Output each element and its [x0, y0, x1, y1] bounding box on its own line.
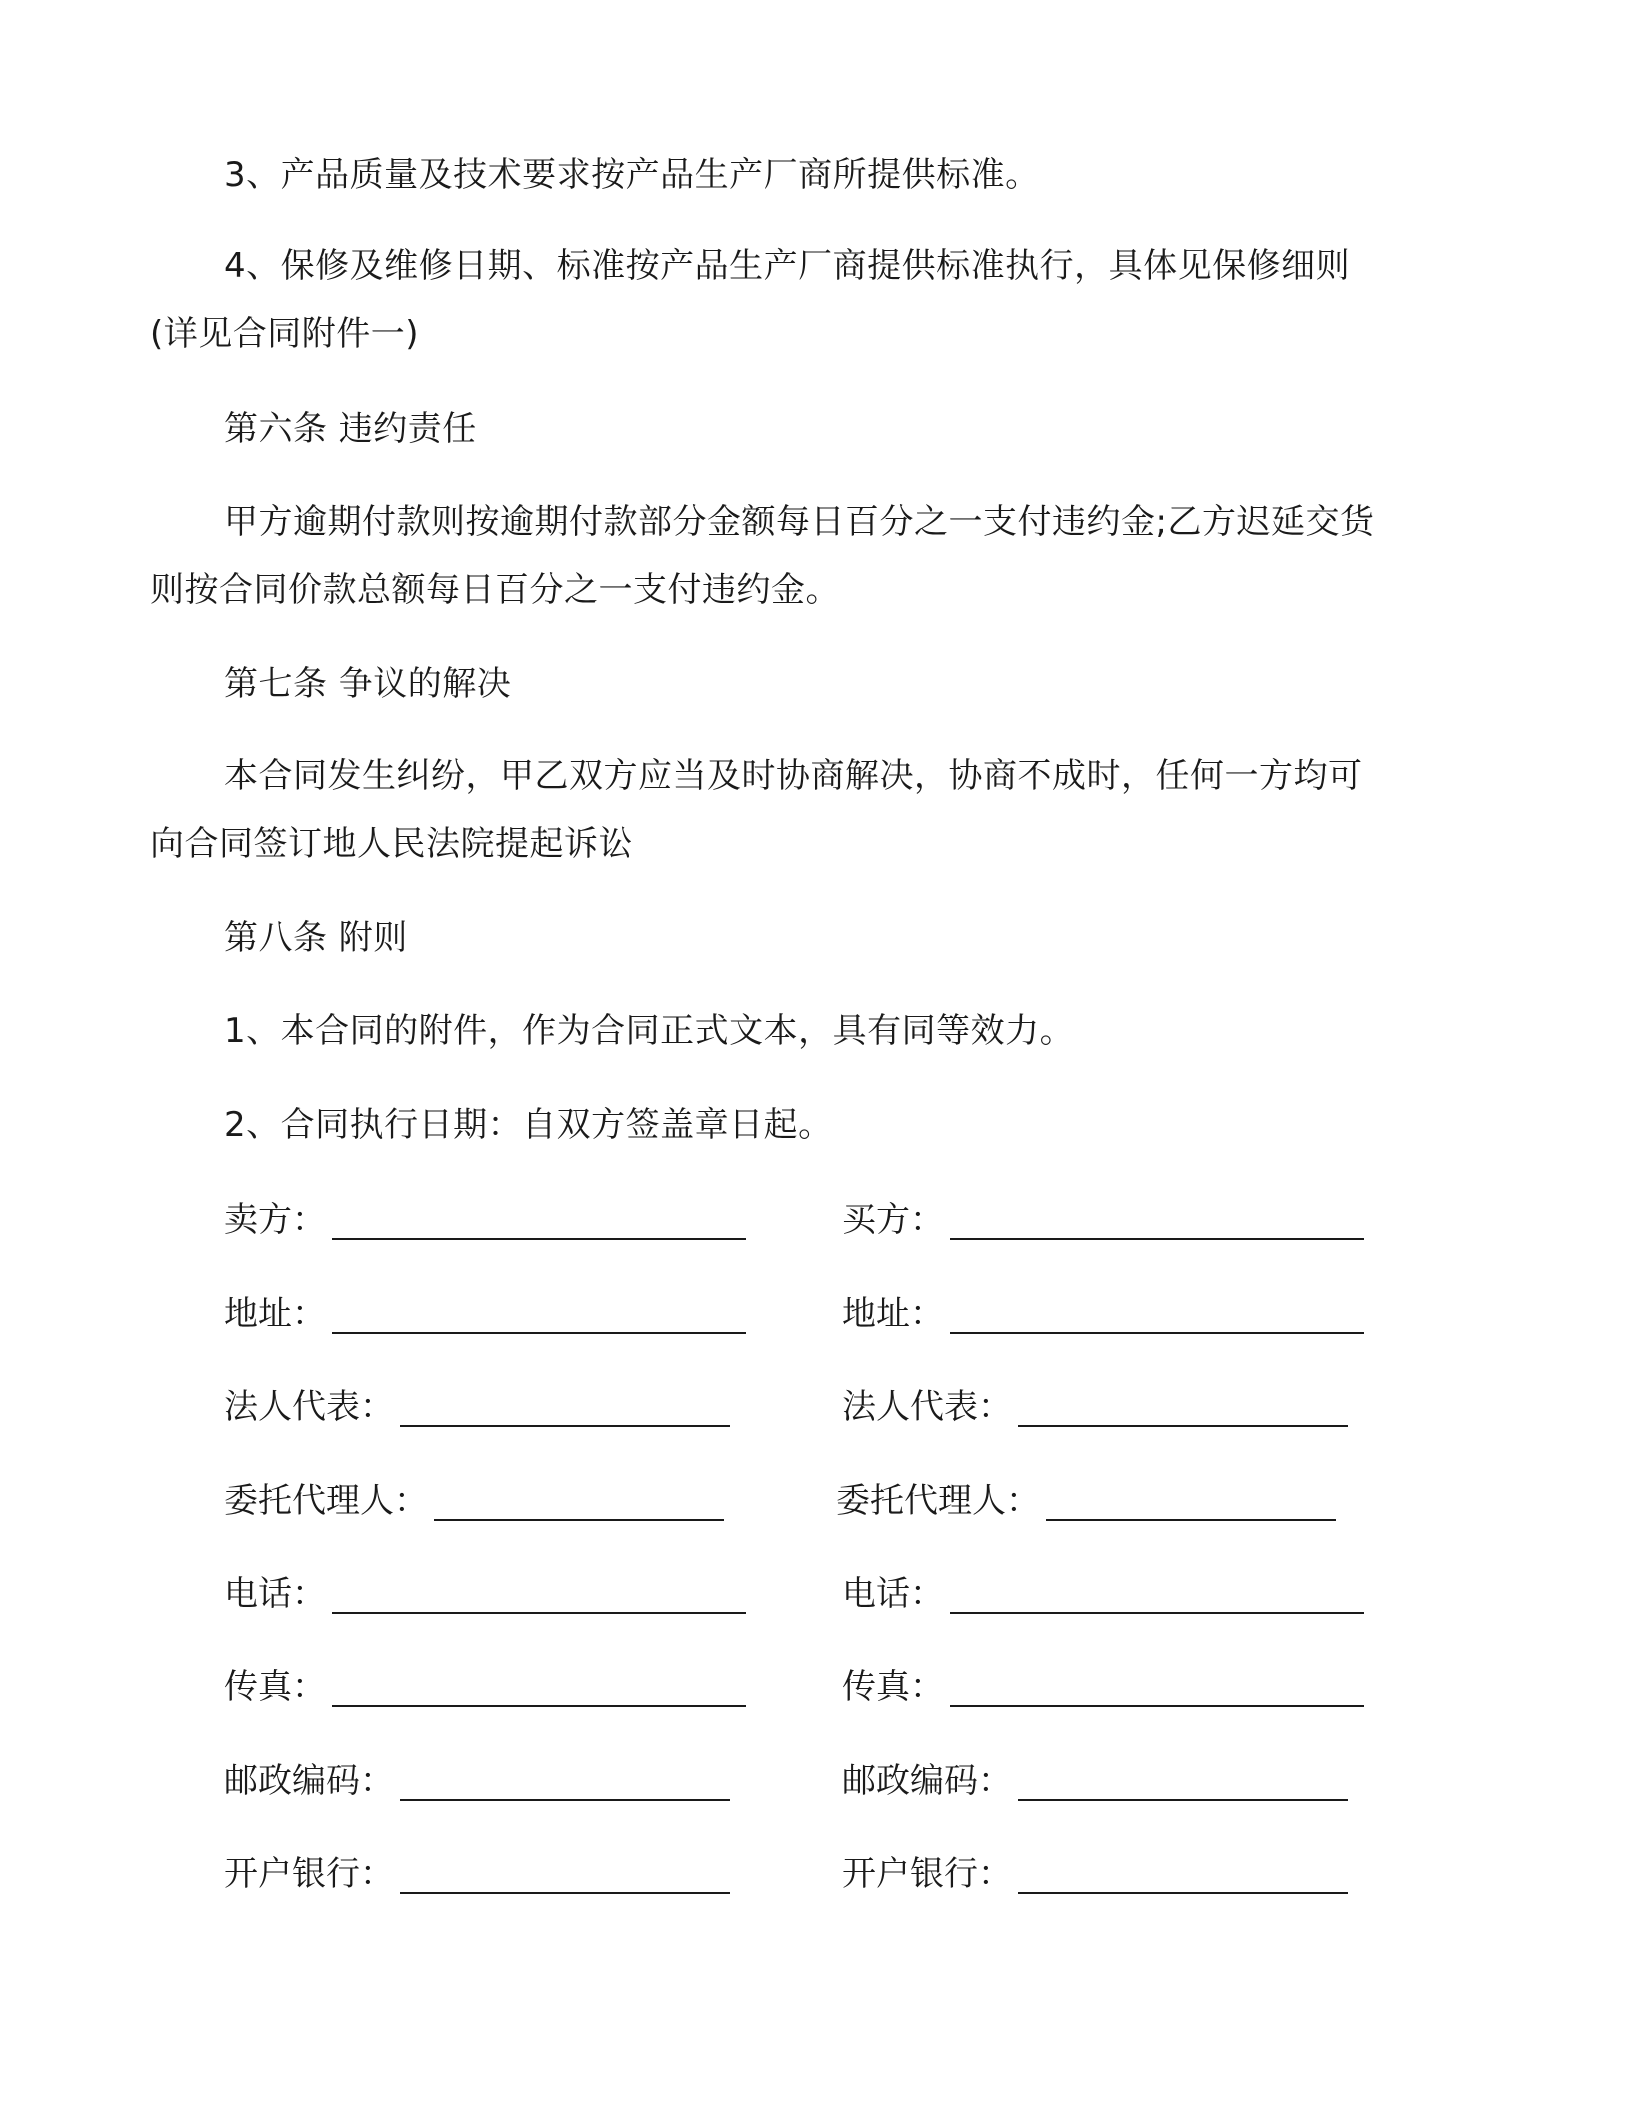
buyer-address-field[interactable] — [842, 1294, 1364, 1334]
buyer-legal-rep-blank[interactable] — [1018, 1395, 1348, 1427]
clause-annex: 1、本合同的附件，作为合同正式文本，具有同等效力。 — [224, 1011, 1075, 1051]
buyer-bank-label: 开户银行： — [842, 1854, 1012, 1894]
clause-liability-line1: 甲方逾期付款则按逾期付款部分金额每日百分之一支付违约金;乙方迟延交货 — [224, 502, 1375, 542]
signature-row-agent — [0, 1481, 1632, 1525]
clause-dispute-line1: 本合同发生纠纷，甲乙双方应当及时协商解决，协商不成时，任何一方均可 — [224, 756, 1363, 796]
seller-phone-label: 电话： — [224, 1574, 326, 1614]
seller-party-blank[interactable] — [332, 1208, 746, 1240]
buyer-fax-blank[interactable] — [950, 1675, 1364, 1707]
buyer-phone-field[interactable] — [842, 1574, 1364, 1614]
signature-row-postcode — [0, 1761, 1632, 1805]
clause-effective-date: 2、合同执行日期：自双方签盖章日起。 — [224, 1105, 833, 1145]
buyer-phone-blank[interactable] — [950, 1582, 1364, 1614]
signature-row-legal-rep — [0, 1387, 1632, 1431]
buyer-party-blank[interactable] — [950, 1208, 1364, 1240]
seller-postcode-field[interactable] — [224, 1761, 730, 1801]
seller-address-field[interactable] — [224, 1294, 746, 1334]
heading-article-6: 第六条 违约责任 — [224, 409, 477, 449]
buyer-address-blank[interactable] — [950, 1302, 1364, 1334]
buyer-legal-rep-label: 法人代表： — [842, 1387, 1012, 1427]
seller-address-blank[interactable] — [332, 1302, 746, 1334]
seller-legal-rep-label: 法人代表： — [224, 1387, 394, 1427]
seller-party-label: 卖方： — [224, 1200, 326, 1240]
buyer-fax-label: 传真： — [842, 1667, 944, 1707]
signature-row-fax — [0, 1667, 1632, 1711]
clause-quality: 3、产品质量及技术要求按产品生产厂商所提供标准。 — [224, 155, 1040, 195]
buyer-agent-label: 委托代理人： — [836, 1481, 1040, 1521]
buyer-postcode-blank[interactable] — [1018, 1769, 1348, 1801]
buyer-party-field[interactable] — [842, 1200, 1364, 1240]
signature-row-address — [0, 1294, 1632, 1338]
seller-phone-field[interactable] — [224, 1574, 746, 1614]
seller-party-field[interactable] — [224, 1200, 746, 1240]
buyer-phone-label: 电话： — [842, 1574, 944, 1614]
seller-postcode-blank[interactable] — [400, 1769, 730, 1801]
signature-row-phone — [0, 1574, 1632, 1618]
clause-warranty-line2: (详见合同附件一) — [150, 314, 420, 354]
seller-fax-blank[interactable] — [332, 1675, 746, 1707]
buyer-bank-field[interactable] — [842, 1854, 1348, 1894]
seller-fax-label: 传真： — [224, 1667, 326, 1707]
signature-row-bank — [0, 1854, 1632, 1898]
buyer-agent-blank[interactable] — [1046, 1489, 1336, 1521]
clause-dispute-line2: 向合同签订地人民法院提起诉讼 — [150, 824, 633, 864]
buyer-bank-blank[interactable] — [1018, 1862, 1348, 1894]
buyer-postcode-label: 邮政编码： — [842, 1761, 1012, 1801]
seller-bank-blank[interactable] — [400, 1862, 730, 1894]
seller-postcode-label: 邮政编码： — [224, 1761, 394, 1801]
seller-bank-field[interactable] — [224, 1854, 730, 1894]
signature-row-party — [0, 1200, 1632, 1244]
seller-phone-blank[interactable] — [332, 1582, 746, 1614]
seller-fax-field[interactable] — [224, 1667, 746, 1707]
seller-legal-rep-field[interactable] — [224, 1387, 730, 1427]
seller-agent-blank[interactable] — [434, 1489, 724, 1521]
buyer-fax-field[interactable] — [842, 1667, 1364, 1707]
buyer-agent-field[interactable] — [836, 1481, 1336, 1521]
buyer-legal-rep-field[interactable] — [842, 1387, 1348, 1427]
clause-liability-line2: 则按合同价款总额每日百分之一支付违约金。 — [150, 570, 840, 610]
seller-bank-label: 开户银行： — [224, 1854, 394, 1894]
seller-address-label: 地址： — [224, 1294, 326, 1334]
clause-warranty-line1: 4、保修及维修日期、标准按产品生产厂商提供标准执行，具体见保修细则 — [224, 246, 1351, 286]
seller-agent-field[interactable] — [224, 1481, 724, 1521]
seller-agent-label: 委托代理人： — [224, 1481, 428, 1521]
heading-article-8: 第八条 附则 — [224, 918, 408, 958]
heading-article-7: 第七条 争议的解决 — [224, 664, 512, 704]
buyer-address-label: 地址： — [842, 1294, 944, 1334]
buyer-party-label: 买方： — [842, 1200, 944, 1240]
buyer-postcode-field[interactable] — [842, 1761, 1348, 1801]
seller-legal-rep-blank[interactable] — [400, 1395, 730, 1427]
